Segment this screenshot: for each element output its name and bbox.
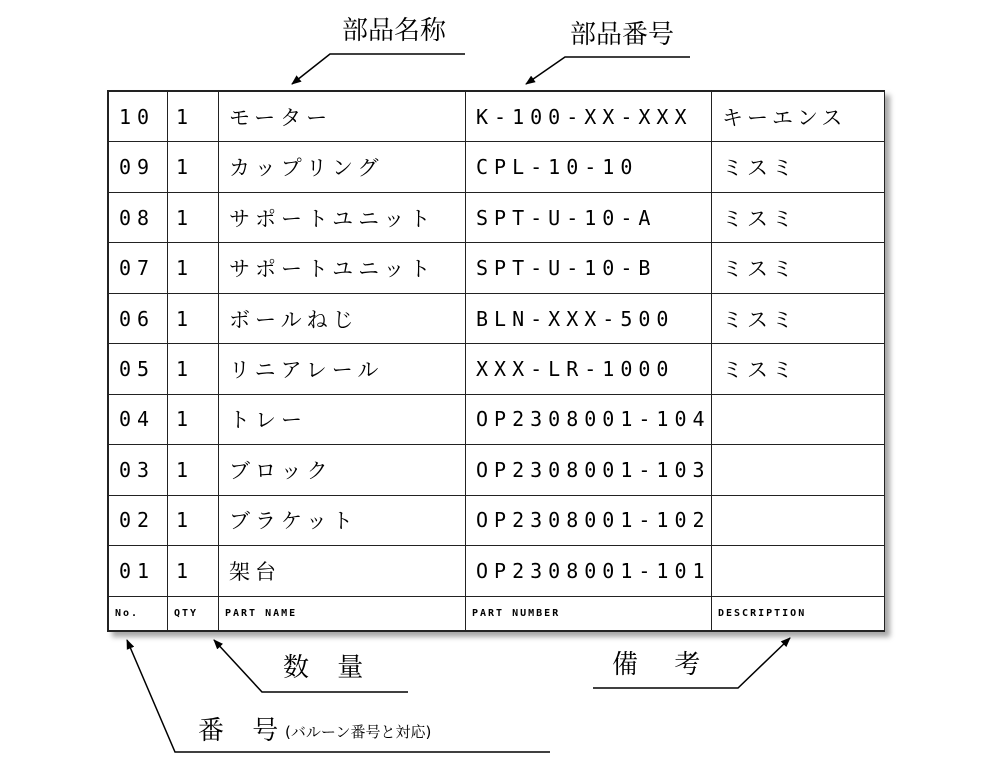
cell-name: サポートユニット	[219, 192, 466, 242]
callout-no: 番 号	[198, 716, 289, 746]
cell-desc	[712, 445, 885, 495]
cell-qty: 1	[168, 293, 219, 343]
table-row	[109, 92, 885, 142]
cell-no: 05	[109, 344, 168, 394]
header-qty: QTY	[168, 596, 219, 630]
cell-desc	[712, 495, 885, 545]
cell-qty: 1	[168, 192, 219, 242]
cell-number: OP2308001-104	[466, 394, 712, 444]
cell-desc: ミスミ	[712, 192, 885, 242]
header-no: No.	[109, 596, 168, 630]
cell-number: XXX-LR-1000	[466, 344, 712, 394]
cell-name: ブロック	[219, 445, 466, 495]
cell-qty: 1	[168, 546, 219, 596]
cell-name: サポートユニット	[219, 243, 466, 293]
callout-part-number: 部品番号	[570, 20, 675, 50]
cell-qty: 1	[168, 142, 219, 192]
cell-desc: ミスミ	[712, 243, 885, 293]
cell-number: K-100-XX-XXX	[466, 92, 712, 142]
cell-number: CPL-10-10	[466, 142, 712, 192]
cell-name: 架台	[219, 546, 466, 596]
cell-number: SPT-U-10-A	[466, 192, 712, 242]
cell-no: 08	[109, 192, 168, 242]
cell-name: ボールねじ	[219, 293, 466, 343]
cell-qty: 1	[168, 495, 219, 545]
table-row	[109, 142, 885, 192]
cell-no: 04	[109, 394, 168, 444]
header-number: PART NUMBER	[466, 596, 712, 630]
callout-part-name: 部品名称	[342, 16, 447, 46]
leader-part-number	[526, 57, 690, 84]
cell-no: 07	[109, 243, 168, 293]
callout-qty: 数 量	[283, 653, 374, 683]
leader-part-name	[292, 54, 465, 84]
cell-desc: ミスミ	[712, 293, 885, 343]
cell-no: 09	[109, 142, 168, 192]
bom-table	[108, 91, 885, 631]
table-row	[109, 344, 885, 394]
cell-desc: ミスミ	[712, 142, 885, 192]
cell-number: OP2308001-103	[466, 445, 712, 495]
cell-qty: 1	[168, 445, 219, 495]
table-row	[109, 293, 885, 343]
callout-no-note: (バルーン番号と対応)	[285, 723, 432, 741]
cell-name: リニアレール	[219, 344, 466, 394]
header-name: PART NAME	[219, 596, 466, 630]
cell-qty: 1	[168, 92, 219, 142]
header-desc: DESCRIPTION	[712, 596, 885, 630]
cell-number: OP2308001-102	[466, 495, 712, 545]
cell-desc	[712, 546, 885, 596]
cell-name: モーター	[219, 92, 466, 142]
table-row	[109, 445, 885, 495]
cell-desc: キーエンス	[712, 92, 885, 142]
callout-description: 備 考	[612, 650, 715, 680]
cell-qty: 1	[168, 394, 219, 444]
table-row	[109, 192, 885, 242]
cell-qty: 1	[168, 344, 219, 394]
table-row	[109, 394, 885, 444]
cell-no: 03	[109, 445, 168, 495]
table-row	[109, 546, 885, 596]
table-header-row	[109, 596, 885, 630]
table-row	[109, 243, 885, 293]
cell-name: カップリング	[219, 142, 466, 192]
cell-name: ブラケット	[219, 495, 466, 545]
table-row	[109, 495, 885, 545]
cell-no: 02	[109, 495, 168, 545]
cell-desc	[712, 394, 885, 444]
cell-no: 10	[109, 92, 168, 142]
bom-table-card	[107, 90, 885, 632]
cell-number: OP2308001-101	[466, 546, 712, 596]
cell-number: SPT-U-10-B	[466, 243, 712, 293]
cell-qty: 1	[168, 243, 219, 293]
cell-desc: ミスミ	[712, 344, 885, 394]
cell-no: 06	[109, 293, 168, 343]
cell-no: 01	[109, 546, 168, 596]
cell-name: トレー	[219, 394, 466, 444]
cell-number: BLN-XXX-500	[466, 293, 712, 343]
